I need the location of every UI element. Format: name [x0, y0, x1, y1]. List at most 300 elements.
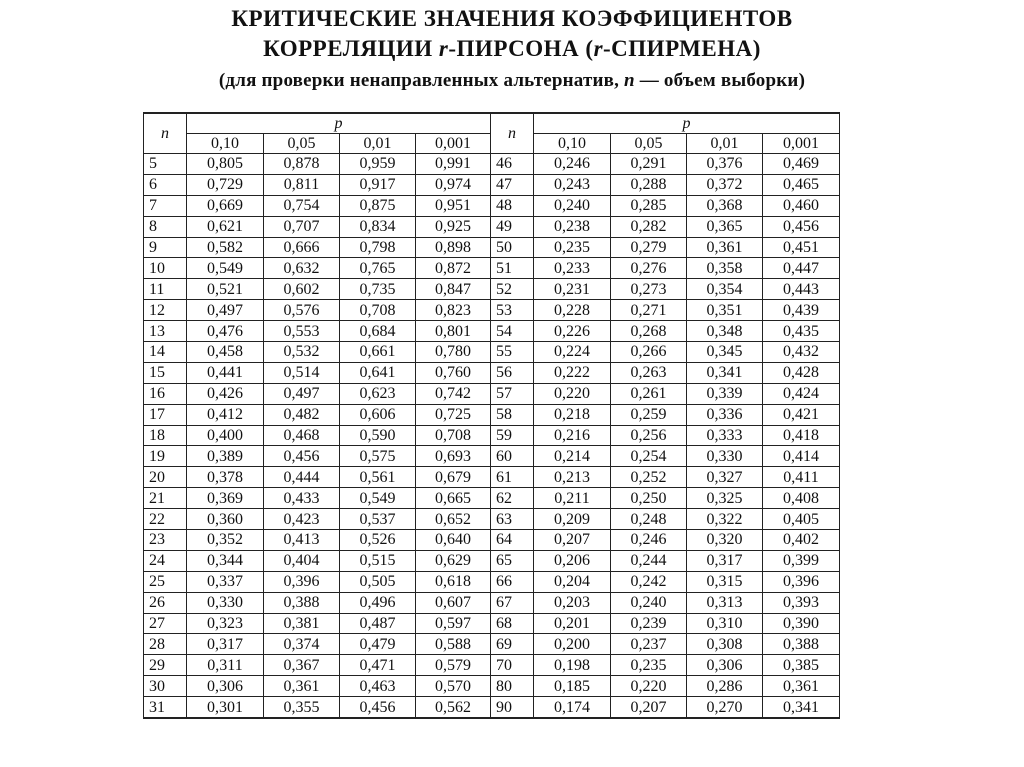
- critical-value-cell: 0,754: [264, 195, 340, 216]
- sample-size-cell: 80: [491, 676, 534, 697]
- sample-size-cell: 61: [491, 467, 534, 488]
- column-header-p-value: 0,10: [187, 134, 264, 154]
- critical-value-cell: 0,306: [687, 655, 763, 676]
- critical-value-cell: 0,823: [416, 300, 491, 321]
- critical-value-cell: 0,458: [187, 342, 264, 363]
- critical-value-cell: 0,925: [416, 216, 491, 237]
- column-header-p-value: 0,001: [416, 134, 491, 154]
- critical-value-cell: 0,207: [534, 530, 611, 551]
- critical-value-cell: 0,456: [340, 697, 416, 718]
- table-row: [144, 321, 491, 342]
- table-row: [144, 592, 491, 613]
- critical-value-cell: 0,224: [534, 342, 611, 363]
- column-header-p-value: 0,05: [264, 134, 340, 154]
- critical-value-cell: 0,204: [534, 571, 611, 592]
- critical-value-cell: 0,259: [611, 404, 687, 425]
- critical-value-cell: 0,244: [611, 550, 687, 571]
- critical-value-cell: 0,203: [534, 592, 611, 613]
- critical-value-cell: 0,515: [340, 550, 416, 571]
- column-header-p-value: 0,01: [340, 134, 416, 154]
- sample-size-cell: 23: [144, 530, 187, 551]
- critical-value-cell: 0,951: [416, 195, 491, 216]
- table-row: [144, 571, 491, 592]
- critical-value-cell: 0,216: [534, 425, 611, 446]
- table-row: [144, 154, 491, 175]
- critical-value-cell: 0,991: [416, 154, 491, 175]
- critical-value-cell: 0,388: [763, 634, 840, 655]
- critical-value-cell: 0,239: [611, 613, 687, 634]
- r-symbol: r: [593, 36, 604, 61]
- sample-size-cell: 15: [144, 362, 187, 383]
- critical-value-cell: 0,209: [534, 509, 611, 530]
- critical-value-cell: 0,306: [187, 676, 264, 697]
- table-row: [491, 383, 840, 404]
- critical-value-cell: 0,385: [763, 655, 840, 676]
- column-header-p: p: [187, 113, 491, 134]
- critical-value-cell: 0,388: [264, 592, 340, 613]
- table-row: [491, 613, 840, 634]
- critical-value-cell: 0,898: [416, 237, 491, 258]
- critical-value-cell: 0,235: [534, 237, 611, 258]
- table-row: [144, 300, 491, 321]
- table-row: [491, 592, 840, 613]
- critical-value-cell: 0,532: [264, 342, 340, 363]
- critical-value-cell: 0,231: [534, 279, 611, 300]
- critical-value-cell: 0,433: [264, 488, 340, 509]
- sample-size-cell: 9: [144, 237, 187, 258]
- table-row: [491, 258, 840, 279]
- critical-value-cell: 0,301: [187, 697, 264, 718]
- table-row: [144, 697, 491, 718]
- critical-value-cell: 0,575: [340, 446, 416, 467]
- critical-value-cell: 0,765: [340, 258, 416, 279]
- critical-value-cell: 0,537: [340, 509, 416, 530]
- critical-value-cell: 0,693: [416, 446, 491, 467]
- critical-value-cell: 0,282: [611, 216, 687, 237]
- critical-value-cell: 0,311: [187, 655, 264, 676]
- critical-value-cell: 0,389: [187, 446, 264, 467]
- critical-value-cell: 0,549: [340, 488, 416, 509]
- critical-value-cell: 0,313: [687, 592, 763, 613]
- critical-value-cell: 0,400: [187, 425, 264, 446]
- sample-size-cell: 12: [144, 300, 187, 321]
- critical-value-cell: 0,468: [264, 425, 340, 446]
- critical-value-cell: 0,226: [534, 321, 611, 342]
- critical-value-cell: 0,206: [534, 550, 611, 571]
- column-header-p: p: [534, 113, 840, 134]
- table-row: [144, 258, 491, 279]
- critical-value-cell: 0,606: [340, 404, 416, 425]
- sample-size-cell: 65: [491, 550, 534, 571]
- critical-value-cell: 0,286: [687, 676, 763, 697]
- critical-value-cell: 0,308: [687, 634, 763, 655]
- critical-value-cell: 0,463: [340, 676, 416, 697]
- table-row: [491, 446, 840, 467]
- critical-value-cell: 0,834: [340, 216, 416, 237]
- critical-value-cell: 0,354: [687, 279, 763, 300]
- critical-value-cell: 0,367: [264, 655, 340, 676]
- sample-size-cell: 47: [491, 174, 534, 195]
- column-header-n: n: [144, 113, 187, 154]
- critical-value-cell: 0,708: [416, 425, 491, 446]
- critical-value-cell: 0,597: [416, 613, 491, 634]
- critical-value-cell: 0,562: [416, 697, 491, 718]
- critical-value-cell: 0,256: [611, 425, 687, 446]
- sample-size-cell: 66: [491, 571, 534, 592]
- critical-value-cell: 0,553: [264, 321, 340, 342]
- critical-value-cell: 0,263: [611, 362, 687, 383]
- critical-value-cell: 0,629: [416, 550, 491, 571]
- column-header-p-value: 0,01: [687, 134, 763, 154]
- sample-size-cell: 51: [491, 258, 534, 279]
- critical-value-cell: 0,213: [534, 467, 611, 488]
- critical-value-cell: 0,355: [264, 697, 340, 718]
- critical-value-cell: 0,252: [611, 467, 687, 488]
- sample-size-cell: 50: [491, 237, 534, 258]
- critical-value-cell: 0,365: [687, 216, 763, 237]
- table-row: [491, 342, 840, 363]
- critical-value-cell: 0,404: [264, 550, 340, 571]
- critical-value-cell: 0,847: [416, 279, 491, 300]
- critical-value-cell: 0,351: [687, 300, 763, 321]
- critical-value-cell: 0,228: [534, 300, 611, 321]
- critical-value-cell: 0,369: [187, 488, 264, 509]
- critical-value-cell: 0,174: [534, 697, 611, 718]
- column-header-p-value: 0,001: [763, 134, 840, 154]
- critical-value-cell: 0,496: [340, 592, 416, 613]
- critical-value-cell: 0,526: [340, 530, 416, 551]
- sample-size-cell: 31: [144, 697, 187, 718]
- critical-value-cell: 0,521: [187, 279, 264, 300]
- critical-value-cell: 0,360: [187, 509, 264, 530]
- critical-value-cell: 0,333: [687, 425, 763, 446]
- critical-value-cell: 0,378: [187, 467, 264, 488]
- table-row: [144, 467, 491, 488]
- table-row: [491, 550, 840, 571]
- critical-value-cell: 0,444: [264, 467, 340, 488]
- table-row: [144, 655, 491, 676]
- table-row: [144, 195, 491, 216]
- critical-value-cell: 0,361: [763, 676, 840, 697]
- critical-value-cell: 0,798: [340, 237, 416, 258]
- table-row: [491, 425, 840, 446]
- critical-value-cell: 0,317: [687, 550, 763, 571]
- sample-size-cell: 63: [491, 509, 534, 530]
- critical-value-cell: 0,211: [534, 488, 611, 509]
- sample-size-cell: 11: [144, 279, 187, 300]
- critical-value-cell: 0,235: [611, 655, 687, 676]
- sample-size-cell: 17: [144, 404, 187, 425]
- critical-value-cell: 0,590: [340, 425, 416, 446]
- critical-value-cell: 0,447: [763, 258, 840, 279]
- critical-value-cell: 0,288: [611, 174, 687, 195]
- critical-value-cell: 0,760: [416, 362, 491, 383]
- critical-value-cell: 0,451: [763, 237, 840, 258]
- critical-value-cell: 0,261: [611, 383, 687, 404]
- critical-value-cell: 0,640: [416, 530, 491, 551]
- sample-size-cell: 5: [144, 154, 187, 175]
- critical-value-cell: 0,218: [534, 404, 611, 425]
- sample-size-cell: 90: [491, 697, 534, 718]
- critical-value-cell: 0,579: [416, 655, 491, 676]
- critical-value-cell: 0,479: [340, 634, 416, 655]
- critical-value-cell: 0,875: [340, 195, 416, 216]
- critical-value-cell: 0,669: [187, 195, 264, 216]
- table-row: [491, 321, 840, 342]
- subtitle-part: КОРРЕЛЯЦИИ: [263, 36, 439, 61]
- critical-value-cell: 0,661: [340, 342, 416, 363]
- critical-value-cell: 0,514: [264, 362, 340, 383]
- critical-value-cell: 0,428: [763, 362, 840, 383]
- critical-value-cell: 0,505: [340, 571, 416, 592]
- sample-size-cell: 58: [491, 404, 534, 425]
- sample-size-cell: 64: [491, 530, 534, 551]
- sample-size-cell: 6: [144, 174, 187, 195]
- page-title: КРИТИЧЕСКИЕ ЗНАЧЕНИЯ КОЭФФИЦИЕНТОВ: [231, 6, 793, 31]
- critical-value-cell: 0,285: [611, 195, 687, 216]
- critical-value-cell: 0,372: [687, 174, 763, 195]
- page-subtitle: [0, 36, 1024, 62]
- critical-value-cell: 0,250: [611, 488, 687, 509]
- critical-value-cell: 0,582: [187, 237, 264, 258]
- critical-value-cell: 0,185: [534, 676, 611, 697]
- column-header-p-value: 0,10: [534, 134, 611, 154]
- sample-size-cell: 28: [144, 634, 187, 655]
- critical-value-cell: 0,330: [687, 446, 763, 467]
- critical-value-cell: 0,780: [416, 342, 491, 363]
- critical-value-cell: 0,368: [687, 195, 763, 216]
- critical-value-cell: 0,390: [763, 613, 840, 634]
- table-row: [491, 634, 840, 655]
- critical-value-cell: 0,352: [187, 530, 264, 551]
- critical-value-cell: 0,268: [611, 321, 687, 342]
- critical-value-cell: 0,549: [187, 258, 264, 279]
- critical-value-cell: 0,666: [264, 237, 340, 258]
- sample-size-cell: 14: [144, 342, 187, 363]
- sample-size-cell: 25: [144, 571, 187, 592]
- critical-value-cell: 0,348: [687, 321, 763, 342]
- critical-value-cell: 0,243: [534, 174, 611, 195]
- sample-size-cell: 7: [144, 195, 187, 216]
- critical-value-cell: 0,443: [763, 279, 840, 300]
- critical-value-cell: 0,602: [264, 279, 340, 300]
- critical-value-cell: 0,632: [264, 258, 340, 279]
- critical-value-cell: 0,214: [534, 446, 611, 467]
- table-row: [491, 174, 840, 195]
- table-row: [144, 383, 491, 404]
- critical-value-cell: 0,320: [687, 530, 763, 551]
- sample-size-cell: 22: [144, 509, 187, 530]
- critical-value-cell: 0,411: [763, 467, 840, 488]
- sample-size-cell: 56: [491, 362, 534, 383]
- critical-value-cell: 0,276: [611, 258, 687, 279]
- sample-size-cell: 13: [144, 321, 187, 342]
- critical-value-cell: 0,376: [687, 154, 763, 175]
- right-critical-values-table: [490, 112, 840, 719]
- caption-part: (для проверки ненаправленных альтернатив,: [218, 70, 625, 91]
- critical-value-cell: 0,588: [416, 634, 491, 655]
- critical-value-cell: 0,959: [340, 154, 416, 175]
- table-row: [144, 237, 491, 258]
- caption-part: — объем выборки): [634, 70, 806, 91]
- critical-value-cell: 0,396: [264, 571, 340, 592]
- critical-value-cell: 0,707: [264, 216, 340, 237]
- sample-size-cell: 27: [144, 613, 187, 634]
- sample-size-cell: 54: [491, 321, 534, 342]
- critical-value-cell: 0,456: [763, 216, 840, 237]
- critical-value-cell: 0,402: [763, 530, 840, 551]
- r-symbol: r: [438, 36, 449, 61]
- critical-value-cell: 0,460: [763, 195, 840, 216]
- critical-value-cell: 0,974: [416, 174, 491, 195]
- sample-size-cell: 67: [491, 592, 534, 613]
- critical-value-cell: 0,432: [763, 342, 840, 363]
- table-row: [144, 530, 491, 551]
- table-caption: [0, 70, 1024, 92]
- table-row: [491, 300, 840, 321]
- table-row: [144, 216, 491, 237]
- critical-value-cell: 0,399: [763, 550, 840, 571]
- sample-size-cell: 29: [144, 655, 187, 676]
- table-row: [144, 488, 491, 509]
- critical-value-cell: 0,337: [187, 571, 264, 592]
- critical-value-cell: 0,618: [416, 571, 491, 592]
- critical-value-cell: 0,439: [763, 300, 840, 321]
- critical-value-cell: 0,242: [611, 571, 687, 592]
- critical-value-cell: 0,487: [340, 613, 416, 634]
- critical-value-cell: 0,246: [534, 154, 611, 175]
- critical-value-cell: 0,652: [416, 509, 491, 530]
- critical-value-cell: 0,381: [264, 613, 340, 634]
- sample-size-cell: 21: [144, 488, 187, 509]
- table-row: [491, 571, 840, 592]
- table-row: [144, 634, 491, 655]
- sample-size-cell: 57: [491, 383, 534, 404]
- sample-size-cell: 48: [491, 195, 534, 216]
- critical-value-cell: 0,254: [611, 446, 687, 467]
- n-symbol: n: [624, 70, 635, 91]
- critical-value-cell: 0,872: [416, 258, 491, 279]
- critical-value-cell: 0,878: [264, 154, 340, 175]
- left-table-body: [144, 154, 491, 719]
- table-row: [491, 467, 840, 488]
- critical-value-cell: 0,291: [611, 154, 687, 175]
- critical-value-cell: 0,344: [187, 550, 264, 571]
- critical-value-cell: 0,497: [264, 383, 340, 404]
- critical-value-cell: 0,315: [687, 571, 763, 592]
- column-header-n: n: [491, 113, 534, 154]
- critical-value-cell: 0,576: [264, 300, 340, 321]
- sample-size-cell: 60: [491, 446, 534, 467]
- critical-value-cell: 0,200: [534, 634, 611, 655]
- critical-value-cell: 0,240: [534, 195, 611, 216]
- critical-value-cell: 0,441: [187, 362, 264, 383]
- critical-value-cell: 0,246: [611, 530, 687, 551]
- critical-value-cell: 0,233: [534, 258, 611, 279]
- critical-value-cell: 0,471: [340, 655, 416, 676]
- critical-value-cell: 0,345: [687, 342, 763, 363]
- critical-value-cell: 0,421: [763, 404, 840, 425]
- sample-size-cell: 53: [491, 300, 534, 321]
- critical-value-cell: 0,339: [687, 383, 763, 404]
- critical-value-cell: 0,561: [340, 467, 416, 488]
- critical-value-cell: 0,729: [187, 174, 264, 195]
- sample-size-cell: 55: [491, 342, 534, 363]
- table-row: [144, 550, 491, 571]
- critical-value-cell: 0,341: [763, 697, 840, 718]
- critical-value-cell: 0,801: [416, 321, 491, 342]
- sample-size-cell: 46: [491, 154, 534, 175]
- critical-value-cell: 0,266: [611, 342, 687, 363]
- table-row: [144, 425, 491, 446]
- critical-value-cell: 0,679: [416, 467, 491, 488]
- critical-value-cell: 0,273: [611, 279, 687, 300]
- critical-value-cell: 0,742: [416, 383, 491, 404]
- sample-size-cell: 59: [491, 425, 534, 446]
- left-critical-values-table: [143, 112, 491, 719]
- critical-value-cell: 0,361: [687, 237, 763, 258]
- critical-value-cell: 0,735: [340, 279, 416, 300]
- table-row: [491, 488, 840, 509]
- sample-size-cell: 52: [491, 279, 534, 300]
- table-row: [491, 697, 840, 718]
- column-header-p-value: 0,05: [611, 134, 687, 154]
- sample-size-cell: 16: [144, 383, 187, 404]
- critical-value-cell: 0,393: [763, 592, 840, 613]
- critical-value-cell: 0,725: [416, 404, 491, 425]
- critical-value-cell: 0,361: [264, 676, 340, 697]
- critical-value-cell: 0,408: [763, 488, 840, 509]
- table-row: [491, 530, 840, 551]
- critical-value-cell: 0,497: [187, 300, 264, 321]
- table-row: [491, 404, 840, 425]
- table-row: [144, 509, 491, 530]
- table-row: [144, 174, 491, 195]
- critical-value-cell: 0,238: [534, 216, 611, 237]
- critical-value-cell: 0,322: [687, 509, 763, 530]
- critical-value-cell: 0,201: [534, 613, 611, 634]
- sample-size-cell: 30: [144, 676, 187, 697]
- subtitle-part: -ПИРСОНА (: [448, 36, 594, 61]
- critical-value-cell: 0,665: [416, 488, 491, 509]
- table-row: [491, 509, 840, 530]
- critical-value-cell: 0,220: [534, 383, 611, 404]
- critical-value-cell: 0,435: [763, 321, 840, 342]
- critical-value-cell: 0,330: [187, 592, 264, 613]
- table-row: [491, 216, 840, 237]
- sample-size-cell: 69: [491, 634, 534, 655]
- critical-value-cell: 0,805: [187, 154, 264, 175]
- sample-size-cell: 18: [144, 425, 187, 446]
- table-row: [491, 237, 840, 258]
- table-row: [491, 362, 840, 383]
- table-row: [144, 613, 491, 634]
- critical-value-cell: 0,237: [611, 634, 687, 655]
- critical-value-cell: 0,917: [340, 174, 416, 195]
- critical-value-cell: 0,570: [416, 676, 491, 697]
- table-row: [491, 195, 840, 216]
- critical-value-cell: 0,641: [340, 362, 416, 383]
- critical-value-cell: 0,412: [187, 404, 264, 425]
- sample-size-cell: 20: [144, 467, 187, 488]
- table-row: [144, 446, 491, 467]
- sample-size-cell: 62: [491, 488, 534, 509]
- critical-value-cell: 0,708: [340, 300, 416, 321]
- sample-size-cell: 10: [144, 258, 187, 279]
- subtitle-part: -СПИРМЕНА): [603, 36, 761, 61]
- critical-value-cell: 0,811: [264, 174, 340, 195]
- table-row: [491, 655, 840, 676]
